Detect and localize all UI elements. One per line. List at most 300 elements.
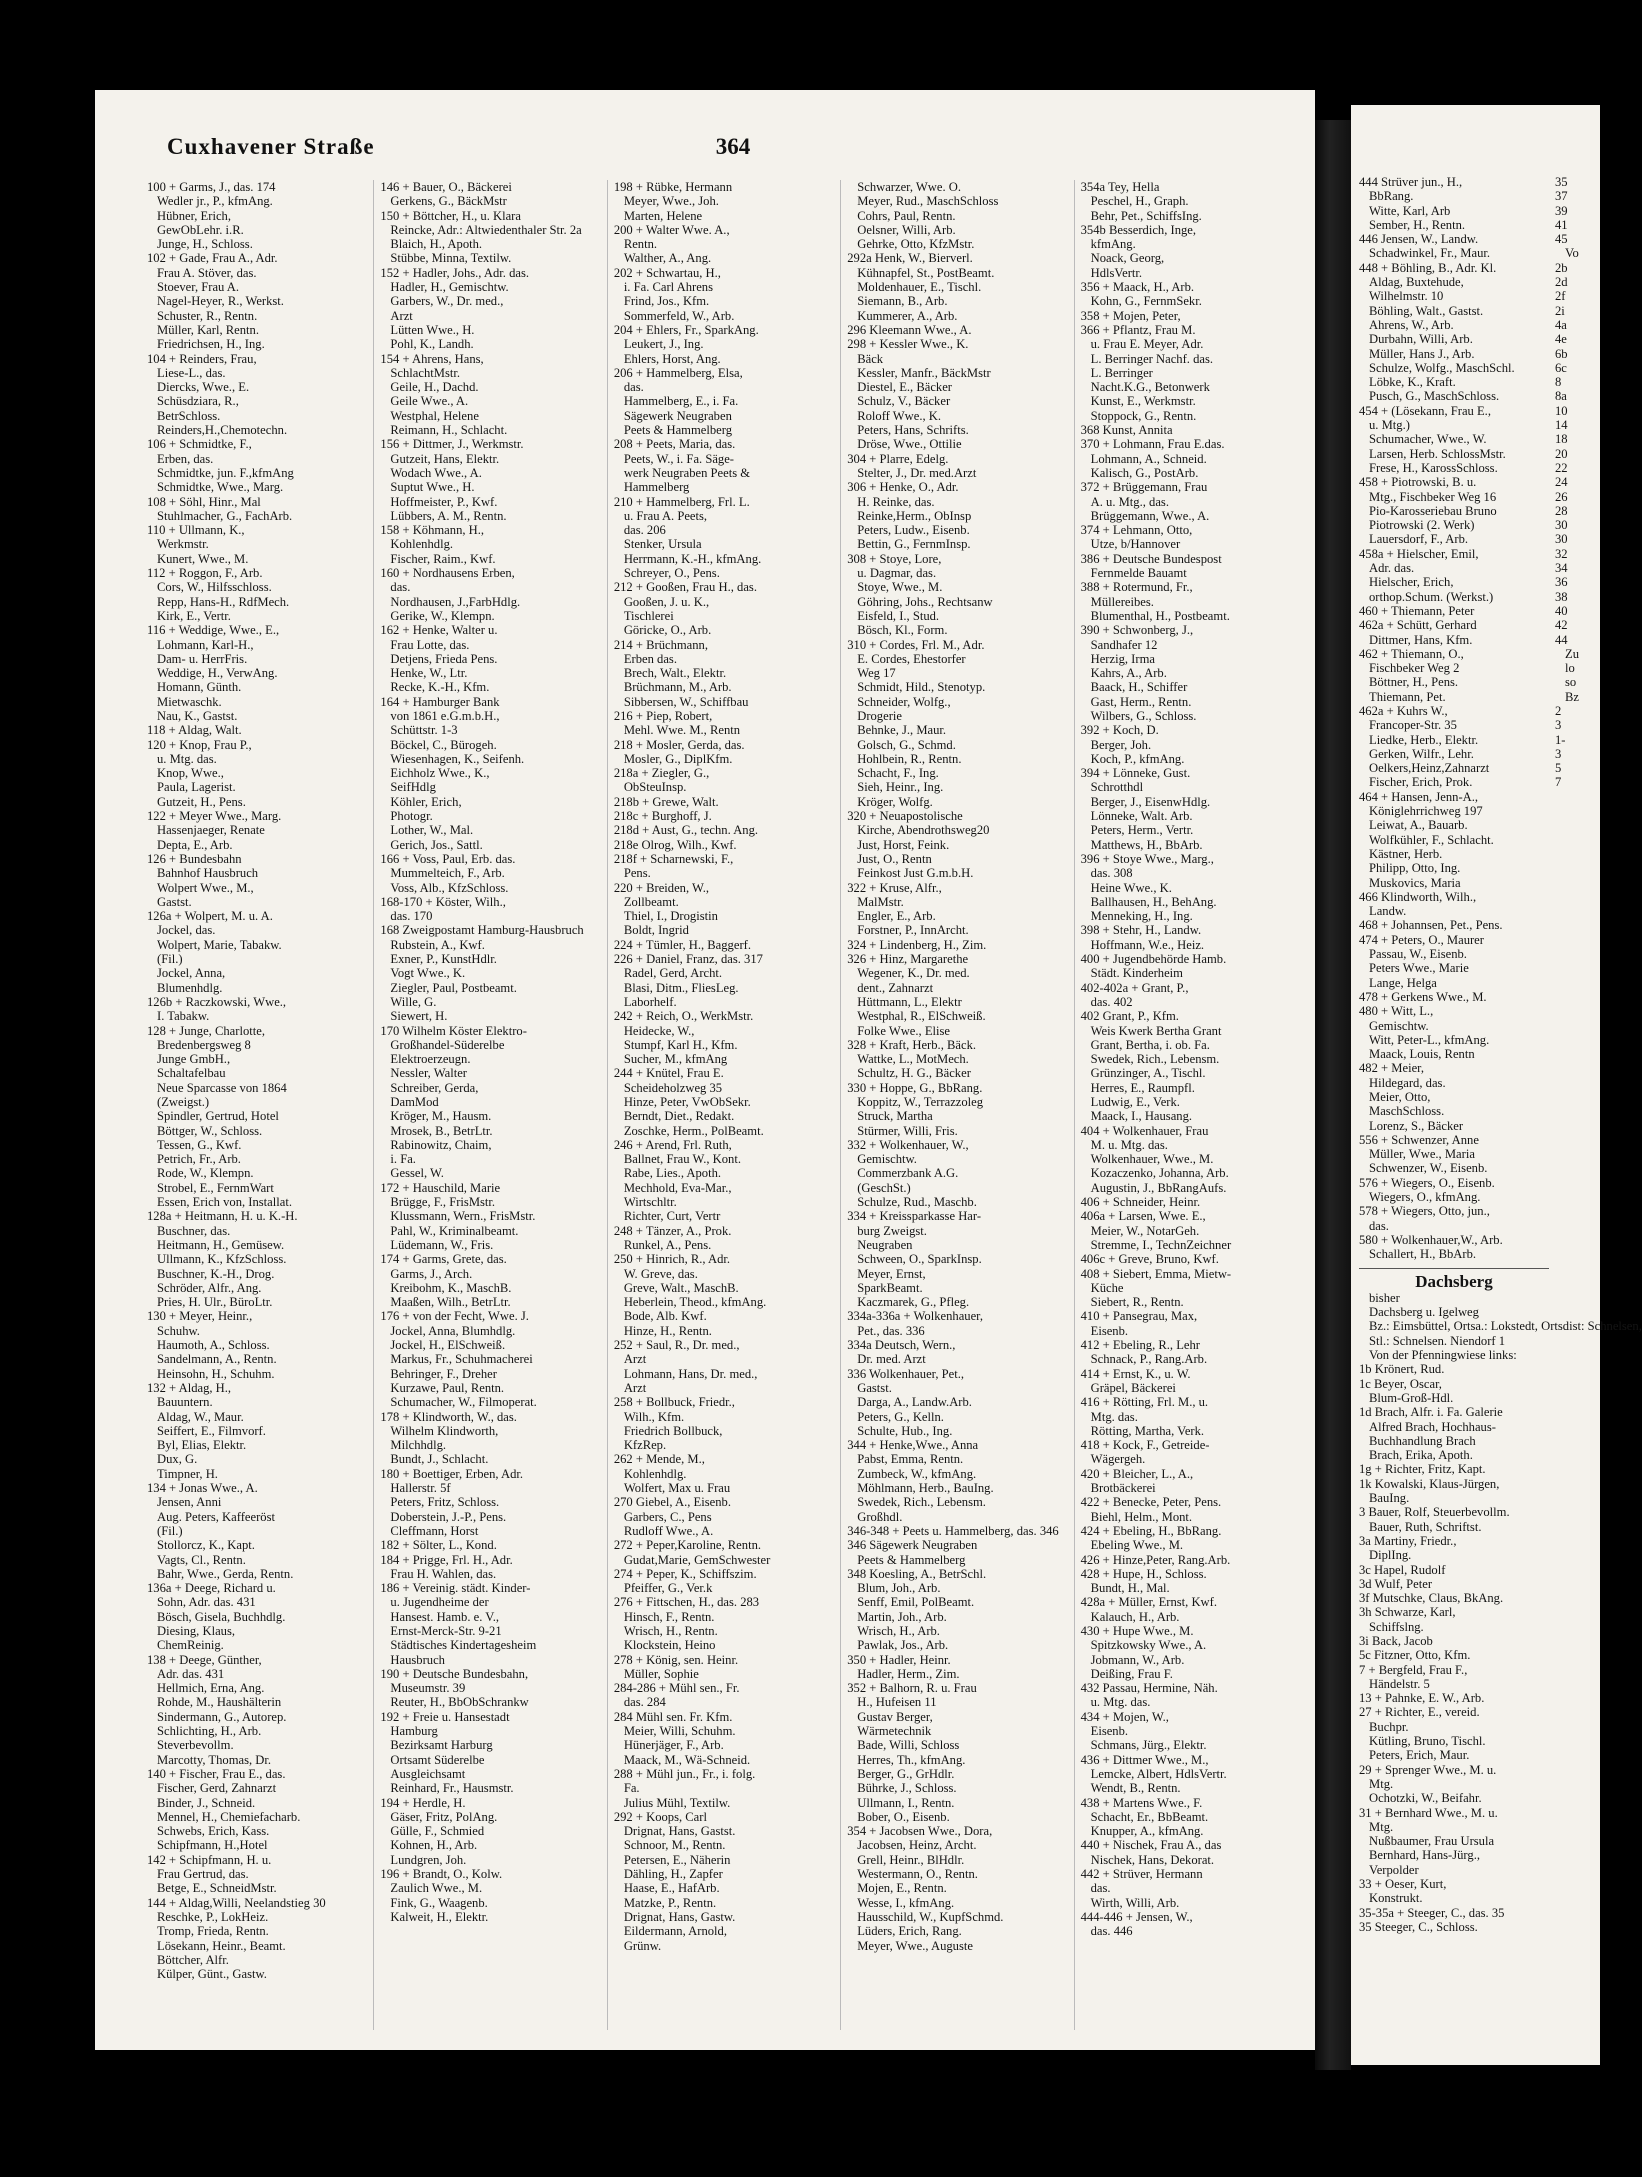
directory-entry: 198 + Rübke, Hermann [613, 180, 733, 194]
directory-entry: Siebert, R., Rentn. [1090, 1295, 1184, 1310]
directory-entry: 158 + Köhmann, H., [380, 523, 485, 538]
directory-entry: Engler, E., Arb. [857, 909, 936, 924]
directory-entry: 26 [1555, 489, 1568, 504]
directory-entry: das. 284 [623, 1695, 666, 1710]
directory-entry: 1- [1555, 732, 1566, 747]
directory-entry: Eisfeld, I., Stud. [857, 608, 940, 623]
directory-entry: 408 + Siebert, Emma, Mietw- [1080, 1266, 1232, 1281]
directory-entry: 164 + Hamburger Bank [380, 694, 500, 709]
directory-entry: Pens. [623, 866, 651, 881]
directory-entry: 424 + Ebeling, H., BbRang. [1080, 1523, 1222, 1538]
directory-entry: Petrich, Fr., Arb. [157, 1152, 241, 1167]
directory-entry: Mrosek, B., BetrLtr. [390, 1123, 493, 1138]
directory-entry: 202 + Schwartau, H., [613, 265, 721, 280]
directory-entry: 184 + Prigge, Frl. H., Adr. [380, 1552, 513, 1567]
directory-entry: 126b + Raczkowski, Wwe., [147, 994, 287, 1009]
directory-entry: Müllereibes. [1090, 594, 1154, 609]
directory-entry: Marten, Helene [623, 208, 703, 223]
directory-entry: Stollorcz, K., Kapt. [157, 1538, 255, 1553]
directory-entry: H. Reinke, das. [857, 494, 935, 509]
directory-entry: Hausbruch [390, 1652, 445, 1667]
directory-entry: Markus, Fr., Schuhmacherei [390, 1352, 533, 1367]
directory-entry: 116 + Weddige, Wwe., E., [147, 623, 280, 638]
directory-entry: 126a + Wolpert, M. u. A. [147, 909, 273, 924]
directory-entry: kfmAng. [1090, 237, 1136, 252]
directory-entry: Gerken, Wilfr., Lehr. [1369, 746, 1474, 761]
directory-entry: Runkel, A., Pens. [623, 1237, 712, 1252]
directory-entry: Weis Kwerk Bertha Grant [1090, 1023, 1222, 1038]
directory-entry: Baack, H., Schiffer [1090, 680, 1188, 695]
directory-entry: Gutzeit, Hans, Elektr. [390, 451, 500, 466]
directory-entry: Brach, Erika, Apoth. [1369, 1448, 1473, 1463]
directory-entry: 30 [1555, 518, 1568, 533]
page-number: 364 [715, 134, 751, 159]
directory-entry: Schumacher, W., Filmoperat. [390, 1395, 537, 1410]
directory-entry: 370 + Lohmann, Frau E.das. [1080, 437, 1225, 452]
directory-entry: Arzt [390, 308, 413, 323]
directory-entry: 160 + Nordhausens Erben, [380, 566, 515, 581]
directory-entry: Bettin, G., FernmInsp. [857, 537, 971, 552]
directory-entry: 186 + Vereinig. städt. Kinder- [380, 1581, 531, 1596]
directory-entry: Händelstr. 5 [1369, 1676, 1430, 1691]
directory-entry: Dittmer, Hans, Kfm. [1369, 632, 1473, 647]
directory-entry: 41 [1555, 217, 1568, 232]
directory-entry: Passau, W., Eisenb. [1369, 947, 1467, 962]
directory-entry: Lüdemann, W., Fris. [390, 1237, 494, 1252]
directory-entry: 4a [1555, 317, 1567, 332]
directory-entry: Hammelberg, E., i. Fa. [623, 394, 739, 409]
directory-entry: 304 + Plarre, Edelg. [847, 451, 949, 466]
directory-entry: Lütten Wwe., H. [390, 322, 475, 337]
directory-entry: Zumbeck, W., kfmAng. [857, 1466, 977, 1481]
directory-entry: Wattke, L., MotMech. [857, 1052, 969, 1067]
directory-entry: Hellmich, Erna, Ang. [157, 1681, 265, 1696]
directory-entry: Oelkers,Heinz,Zahnarzt [1369, 761, 1490, 776]
directory-entry: Bösch, Gisela, Buchhdlg. [157, 1609, 286, 1624]
directory-entry: 458a + Hielscher, Emil, [1359, 546, 1479, 561]
directory-entry: Ortsamt Süderelbe [390, 1752, 485, 1767]
directory-entry: Greve, Walt., MaschB. [623, 1280, 739, 1295]
directory-entry: Sandhafer 12 [1090, 637, 1158, 652]
directory-entry: 372 + Brüggemann, Frau [1080, 480, 1208, 495]
directory-entry: 308 + Stoye, Lore, [847, 551, 942, 566]
directory-entry: Vogt Wwe., K. [390, 966, 466, 981]
directory-entry: 1b Krönert, Rud. [1359, 1362, 1445, 1377]
directory-entry: 4e [1555, 332, 1567, 347]
directory-entry: Ullmann, I., Rentn. [857, 1795, 955, 1810]
directory-entry: Blumenthal, H., Postbeamt. [1090, 608, 1230, 623]
directory-entry: Witte, Karl, Arb [1369, 203, 1451, 218]
directory-entry: dent., Zahnarzt [857, 980, 934, 995]
directory-entry: Brügge, F., FrisMstr. [390, 1195, 496, 1210]
directory-entry: Leukert, J., Ing. [623, 337, 704, 352]
directory-entry: 3a Martiny, Friedr., [1359, 1533, 1457, 1548]
directory-entry: 366 + Pflantz, Frau M. [1080, 322, 1196, 337]
directory-entry: Gooßen, J. u. K., [623, 594, 710, 609]
directory-entry: 218b + Grewe, Walt. [613, 794, 719, 809]
directory-entry: KfzRep. [623, 1438, 667, 1453]
directory-entry: Wolkenhauer, Wwe., M. [1090, 1152, 1214, 1167]
directory-entry: E. Cordes, Ehestorfer [857, 651, 966, 666]
directory-entry: von 1861 e.G.m.b.H., [390, 708, 500, 723]
directory-entry: Peets, W., i. Fa. Säge- [623, 451, 735, 466]
directory-entry: 22 [1555, 460, 1568, 475]
directory-entry: Böttcher, Alfr. [157, 1952, 229, 1967]
directory-entry: Peets & Hammelberg [623, 423, 733, 438]
directory-entry: 462a + Schütt, Gerhard [1359, 618, 1477, 633]
directory-entry: Lohmann, A., Schneid. [1090, 451, 1207, 466]
directory-entry: Martin, Joh., Arb. [857, 1609, 947, 1624]
directory-entry: Diestel, E., Bäcker [857, 380, 952, 395]
directory-entry: Ziegler, Paul, Postbeamt. [390, 980, 517, 995]
directory-entry: Just, O., Rentn [857, 851, 932, 866]
directory-entry: Koch, P., kfmAng. [1090, 751, 1185, 766]
directory-entry: Kunst, E., Werkmstr. [1090, 394, 1196, 409]
directory-entry: 32 [1555, 546, 1568, 561]
directory-entry: 174 + Garms, Grete, das. [380, 1252, 507, 1267]
directory-entry: Städtisches Kindertagesheim [390, 1638, 537, 1653]
directory-entry: Klockstein, Heino [623, 1638, 716, 1653]
directory-entry: Städt. Kinderheim [1090, 966, 1183, 981]
directory-entry: Moldenhauer, E., Tischl. [857, 280, 982, 295]
directory-entry: 34 [1555, 561, 1568, 576]
right-page [1351, 105, 1642, 2065]
directory-entry: Stuhlmacher, G., FachArb. [157, 508, 293, 523]
directory-entry: (Fil.) [157, 1523, 183, 1538]
directory-entry: 354 + Jacobsen Wwe., Dora, [847, 1824, 993, 1839]
directory-entry: Westphal, R., ElSchweiß. [857, 1009, 986, 1024]
directory-entry: Frau H. Wahlen, das. [390, 1566, 497, 1581]
directory-entry: Blum-Groß-Hdl. [1369, 1390, 1454, 1405]
directory-column [1081, 180, 1307, 2030]
directory-entry: (GeschSt.) [857, 1180, 911, 1195]
directory-entry: Siewert, H. [390, 1009, 448, 1024]
directory-entry: Wilhelm Klindworth, [390, 1423, 499, 1438]
directory-entry: Dam- u. HerrFris. [157, 651, 248, 666]
directory-entry: 478 + Gerkens Wwe., M. [1359, 989, 1487, 1004]
directory-entry: 442 + Strüver, Hermann [1080, 1867, 1203, 1882]
directory-entry: Gerich, Jos., Sattl. [390, 837, 483, 852]
directory-entry: Wiesenhagen, K., Seifenh. [390, 751, 525, 766]
directory-entry: Homann, Günth. [157, 680, 242, 695]
directory-entry: Gastst. [857, 1380, 892, 1395]
directory-entry: i. Fa. Carl Ahrens [623, 280, 714, 295]
directory-column [380, 180, 607, 2030]
directory-entry: Großhdl. [857, 1509, 903, 1524]
directory-entry: Geile, H., Dachd. [390, 380, 479, 395]
directory-entry: Peets & Hammelberg [857, 1552, 966, 1567]
directory-entry: Boldt, Ingrid [623, 923, 689, 938]
directory-entry: Heberlein, Theod., kfmAng. [623, 1295, 767, 1310]
directory-entry: Mtg. das. [1090, 1409, 1138, 1424]
directory-entry: 38 [1555, 589, 1568, 604]
directory-entry: Adr. das. 431 [157, 1666, 225, 1681]
directory-entry: SchlachtMstr. [390, 365, 461, 380]
directory-entry: Schumacher, Wwe., W. [1369, 432, 1487, 447]
directory-entry: 126 + Bundesbahn [147, 851, 242, 866]
directory-entry: Wolpert Wwe., M., [157, 880, 254, 895]
directory-entry: Diesing, Klaus, [157, 1623, 236, 1638]
directory-entry: Buchpr. [1369, 1719, 1409, 1734]
directory-entry: 122 + Meyer Wwe., Marg. [147, 809, 282, 824]
running-head [167, 134, 1299, 168]
directory-entry: Kummerer, A., Arb. [857, 308, 958, 323]
directory-entry: Meyer, Wwe., Auguste [857, 1938, 973, 1953]
directory-entry: Berndt, Diet., Redakt. [623, 1109, 735, 1124]
directory-entry: 420 + Bleicher, L., A., [1080, 1466, 1194, 1481]
directory-entry: Verpolder [1369, 1862, 1419, 1877]
directory-entry: Hinsch, F., Rentn. [623, 1609, 715, 1624]
directory-entry: 1k Kowalski, Klaus-Jürgen, [1359, 1476, 1500, 1491]
directory-entry: burg Zweigst. [857, 1223, 927, 1238]
directory-entry: 182 + Sölter, L., Kond. [380, 1538, 497, 1553]
directory-entry: Byl, Elias, Elektr. [157, 1438, 247, 1453]
directory-column [147, 180, 374, 2030]
directory-entry: Schulz, V., Bäcker [857, 394, 951, 409]
directory-entry: orthop.Schum. (Werkst.) [1369, 589, 1494, 604]
directory-entry: Klussmann, Wern., FrisMstr. [390, 1209, 536, 1224]
directory-entry: Swedek, Rich., Lebensm. [857, 1495, 986, 1510]
directory-entry: Hadler, Herm., Zim. [857, 1666, 960, 1681]
directory-entry: Exner, P., KunstHdlr. [390, 952, 497, 967]
directory-entry: Ebeling Wwe., M. [1090, 1538, 1184, 1553]
directory-entry: 3 Bauer, Rolf, Steuerbevollm. [1359, 1505, 1510, 1520]
directory-entry: 194 + Herdle, H. [380, 1795, 466, 1810]
directory-entry: 110 + Ullmann, K., [147, 523, 245, 538]
directory-entry: Bober, O., Eisenb. [857, 1809, 950, 1824]
directory-entry: Rötting, Martha, Verk. [1090, 1423, 1205, 1438]
directory-entry: das. 402 [1090, 994, 1133, 1009]
directory-entry: Behr, Pet., SchiffsIng. [1090, 208, 1202, 223]
directory-entry: Suptut Wwe., H. [390, 480, 475, 495]
directory-entry: 350 + Hadler, Heinr. [847, 1652, 951, 1667]
directory-entry: 102 + Gade, Frau A., Adr. [147, 251, 278, 266]
directory-entry: Stoppock, G., Rentn. [1090, 408, 1197, 423]
directory-entry: u. Dagmar, das. [857, 566, 937, 581]
directory-entry: Hausschild, W., KupfSchmd. [857, 1909, 1004, 1924]
directory-entry: Hildegard, das. [1369, 1075, 1446, 1090]
directory-entry: 2d [1555, 275, 1568, 290]
directory-entry: 142 + Schipfmann, H. u. [147, 1852, 272, 1867]
directory-entry: Wendt, B., Rentn. [1090, 1781, 1181, 1796]
directory-entry: 216 + Piep, Robert, [613, 708, 713, 723]
directory-entry: Schwarzer, Wwe. O. [857, 180, 962, 194]
directory-entry: Gessel, W. [390, 1166, 444, 1181]
directory-entry: 334a-336a + Wolkenhauer, [847, 1309, 984, 1324]
directory-entry: 250 + Hinrich, R., Adr. [613, 1252, 731, 1267]
directory-entry: 444 Strüver jun., H., [1359, 175, 1463, 189]
directory-entry: Nußbaumer, Frau Ursula [1369, 1834, 1495, 1849]
directory-entry: 292 + Koops, Carl [613, 1809, 707, 1824]
directory-entry: 348 Koesling, A., BetrSchl. [847, 1566, 987, 1581]
directory-entry: 2 [1555, 703, 1562, 718]
directory-entry: Wille, G. [390, 994, 437, 1009]
directory-entry: Köhler, Erich, [390, 794, 462, 809]
directory-entry: 18 [1555, 432, 1568, 447]
directory-entry: Lundgren, Joh. [390, 1852, 467, 1867]
directory-entry: Maack, M., Wä-Schneid. [623, 1752, 751, 1767]
directory-entry: 112 + Roggon, F., Arb. [147, 566, 263, 581]
directory-entry: Berger, Joh. [1090, 737, 1152, 752]
directory-entry: Strobel, E., FernmWart [157, 1180, 274, 1195]
directory-entry: 3h Schwarze, Karl, [1359, 1605, 1456, 1620]
directory-entry: 448 + Böhling, B., Adr. Kl. [1359, 260, 1497, 275]
directory-entry: 7 + Bergfeld, Frau F., [1359, 1662, 1468, 1677]
directory-entry: 108 + Söhl, Hinr., Mal [147, 494, 261, 509]
directory-entry: Jacobsen, Heinz, Archt. [857, 1838, 977, 1853]
directory-entry: SeifHdlg [390, 780, 436, 795]
directory-entry: Brüggemann, Wwe., A. [1090, 508, 1210, 523]
directory-entry: Nordhausen, J.,FarbHdlg. [390, 594, 521, 609]
directory-entry: 8 [1555, 375, 1562, 390]
directory-entry: Paula, Lagerist. [157, 780, 236, 795]
directory-entry: Piotrowski (2. Werk) [1369, 518, 1475, 533]
directory-entry: Böckel, C., Bürogeh. [390, 737, 497, 752]
directory-entry: Herrmann, K.-H., kfmAng. [623, 551, 762, 566]
directory-entry: Frind, Jos., Kfm. [623, 294, 710, 309]
directory-entry: Schuhw. [157, 1323, 200, 1338]
directory-entry: 40 [1555, 603, 1568, 618]
directory-entry: Bz [1565, 689, 1579, 704]
directory-entry: Koppitz, W., Terrazzoleg [857, 1095, 984, 1109]
directory-entry: Photogr. [390, 809, 433, 824]
directory-entry: Garms, J., Arch. [390, 1266, 473, 1281]
directory-entry: Reschke, P., LokHeiz. [157, 1909, 269, 1924]
directory-entry: Kessler, Manfr., BäckMstr [857, 365, 991, 380]
directory-entry: Fa. [623, 1781, 640, 1796]
directory-entry: 2b [1555, 260, 1568, 275]
directory-entry: Schacht, F., Ing. [857, 766, 939, 781]
directory-entry: Wilhelmstr. 10 [1369, 289, 1444, 304]
directory-entry: Brotbäckerei [1090, 1481, 1156, 1496]
directory-entry: Schiffslng. [1369, 1619, 1424, 1634]
directory-entry: Arzt [623, 1380, 647, 1395]
directory-entry: Pawlak, Jos., Arb. [857, 1638, 949, 1653]
directory-entry: 214 + Brüchmann, [613, 637, 709, 652]
directory-entry: 218c + Burghoff, J. [613, 809, 712, 824]
directory-entry: 20 [1555, 446, 1568, 461]
directory-entry: Friedrichsen, H., Ing. [157, 337, 265, 352]
directory-entry: 418 + Kock, F., Getreide- [1080, 1438, 1210, 1453]
section-entries [1359, 1290, 1642, 1934]
directory-entry: Thiemann, Pet. [1369, 689, 1446, 704]
directory-entry: Detjens, Frieda Pens. [390, 651, 498, 666]
directory-entry: 580 + Wolkenhauer,W., Arb. [1359, 1232, 1503, 1247]
directory-entry: Pabst, Emma, Rentn. [857, 1452, 964, 1467]
directory-entry: das. 206 [623, 523, 666, 538]
directory-entry: Richter, Curt, Vertr [623, 1209, 721, 1224]
directory-entry: Mennel, H., Chemiefacharb. [157, 1809, 301, 1824]
directory-entry: Böhling, Walt., Gastst. [1369, 303, 1484, 318]
directory-entry: 460 + Thiemann, Peter [1359, 603, 1475, 618]
directory-entry: Dr. med. Arzt [857, 1352, 926, 1367]
directory-entry: Stremme, I., TechnZeichner [1090, 1237, 1232, 1252]
directory-entry: u. Jugendheime der [390, 1595, 489, 1610]
directory-entry: 2f [1555, 289, 1566, 304]
directory-entry: DiplIng. [1369, 1548, 1412, 1563]
directory-entry: Schwebs, Erich, Kass. [157, 1824, 270, 1839]
directory-entry: Menneking, H., Ing. [1090, 909, 1193, 924]
directory-entry: 358 + Mojen, Peter, [1080, 308, 1181, 323]
directory-entry: Schwenzer, W., Eisenb. [1369, 1161, 1488, 1176]
directory-entry: Blasi, Ditm., FliesLeg. [623, 980, 739, 995]
directory-entry: Voss, Alb., KfzSchloss. [390, 880, 509, 895]
directory-entry: Meyer, Wwe., Joh. [623, 194, 719, 209]
directory-entry: 242 + Reich, O., WerkMstr. [613, 1009, 754, 1024]
directory-entry: 258 + Bollbuck, Friedr., [613, 1395, 735, 1410]
directory-entry: Großhandel-Süderelbe [390, 1037, 505, 1052]
directory-entry: 430 + Hupe Wwe., M. [1080, 1623, 1194, 1638]
directory-entry: 410 + Pansegrau, Max, [1080, 1309, 1198, 1324]
directory-entry: Meier, Otto, [1369, 1090, 1431, 1104]
directory-entry: Berger, J., EisenwHdlg. [1090, 794, 1211, 809]
directory-entry: Bezirksamt Harburg [390, 1738, 493, 1753]
directory-entry: Schadwinkel, Fr., Maur. [1369, 246, 1491, 261]
directory-entry: Von der Pfenningwiese links: [1369, 1348, 1517, 1363]
directory-entry: Mtg. [1369, 1776, 1394, 1791]
directory-entry: 388 + Rotermund, Fr., [1080, 580, 1193, 595]
directory-entry: Muskovics, Maria [1369, 875, 1461, 890]
directory-entry: Aldag, Buxtehude, [1369, 275, 1464, 290]
directory-entry: Kohnen, H., Arb. [390, 1838, 478, 1853]
directory-entry: 33 + Oeser, Kurt, [1359, 1877, 1447, 1892]
directory-entry: Dux, G. [157, 1452, 198, 1467]
directory-entry: Lemcke, Albert, HdlsVertr. [1090, 1766, 1227, 1781]
directory-entry: Lübbers, A. M., Rentn. [390, 508, 507, 523]
directory-entry: Lönneke, Walt. Arb. [1090, 809, 1193, 824]
directory-entry: u. Mtg. das. [1090, 1695, 1151, 1710]
directory-entry: Lösekann, Heinr., Beamt. [157, 1938, 286, 1953]
directory-entry: 128 + Junge, Charlotte, [147, 1023, 265, 1038]
directory-entry: BbRang. [1369, 189, 1414, 204]
directory-entry: Werkmstr. [157, 537, 209, 552]
directory-entry: 128a + Heitmann, H. u. K.-H. [147, 1209, 298, 1224]
directory-entry: 330 + Hoppe, G., BbRang. [847, 1080, 983, 1095]
directory-entry: 298 + Kessler Wwe., K. [847, 337, 969, 352]
directory-entry: Fink, G., Waagenb. [390, 1895, 488, 1910]
directory-entry: 204 + Ehlers, Fr., SparkAng. [613, 322, 759, 337]
directory-entry: Stürmer, Willi, Fris. [857, 1123, 958, 1138]
directory-entry: Behringer, F., Dreher [390, 1366, 497, 1381]
directory-entry: Bäck [857, 351, 884, 366]
directory-entry: 284 Mühl sen. Fr. Kfm. [613, 1709, 733, 1724]
directory-entry: 446 Jensen, W., Landw. [1359, 232, 1479, 247]
directory-entry: Marcotty, Thomas, Dr. [157, 1752, 272, 1767]
directory-entry: 208 + Peets, Maria, das. [613, 437, 736, 452]
directory-entry: Hohlbein, R., Rentn. [857, 751, 962, 766]
directory-entry: Mtg., Fischbeker Weg 16 [1369, 489, 1497, 504]
directory-entry: Wolfkühler, F., Schlacht. [1369, 832, 1494, 847]
directory-entry: Durbahn, Willi, Arb. [1369, 332, 1473, 347]
directory-entry: Kalweit, H., Elektr. [390, 1909, 489, 1924]
directory-entry: Behnke, J., Maur. [857, 723, 947, 738]
directory-entry: Böttner, H., Pens. [1369, 675, 1459, 690]
directory-entry: Reinke,Herm., ObInsp [857, 508, 972, 523]
directory-entry: L. Berringer [1090, 365, 1153, 380]
directory-entry: 356 + Maack, H., Arb. [1080, 280, 1195, 295]
directory-entry: Peters, Ludw., Eisenb. [857, 523, 970, 538]
directory-entry: 346 Sägewerk Neugraben [847, 1538, 978, 1553]
directory-entry: Hüttmann, L., Elektr [857, 994, 962, 1009]
directory-entry: 474 + Peters, O., Maurer [1359, 932, 1484, 947]
directory-entry: ChemReinig. [157, 1638, 224, 1653]
directory-entry: 324 + Lindenberg, H., Zim. [847, 937, 987, 952]
directory-entry: Henke, W., Ltr. [390, 666, 468, 681]
directory-entry: 438 + Martens Wwe., F. [1080, 1795, 1203, 1810]
directory-entry: 154 + Ahrens, Hans, [380, 351, 484, 366]
directory-entry: 35 [1555, 175, 1568, 189]
directory-entry: Laborhelf. [623, 994, 677, 1009]
